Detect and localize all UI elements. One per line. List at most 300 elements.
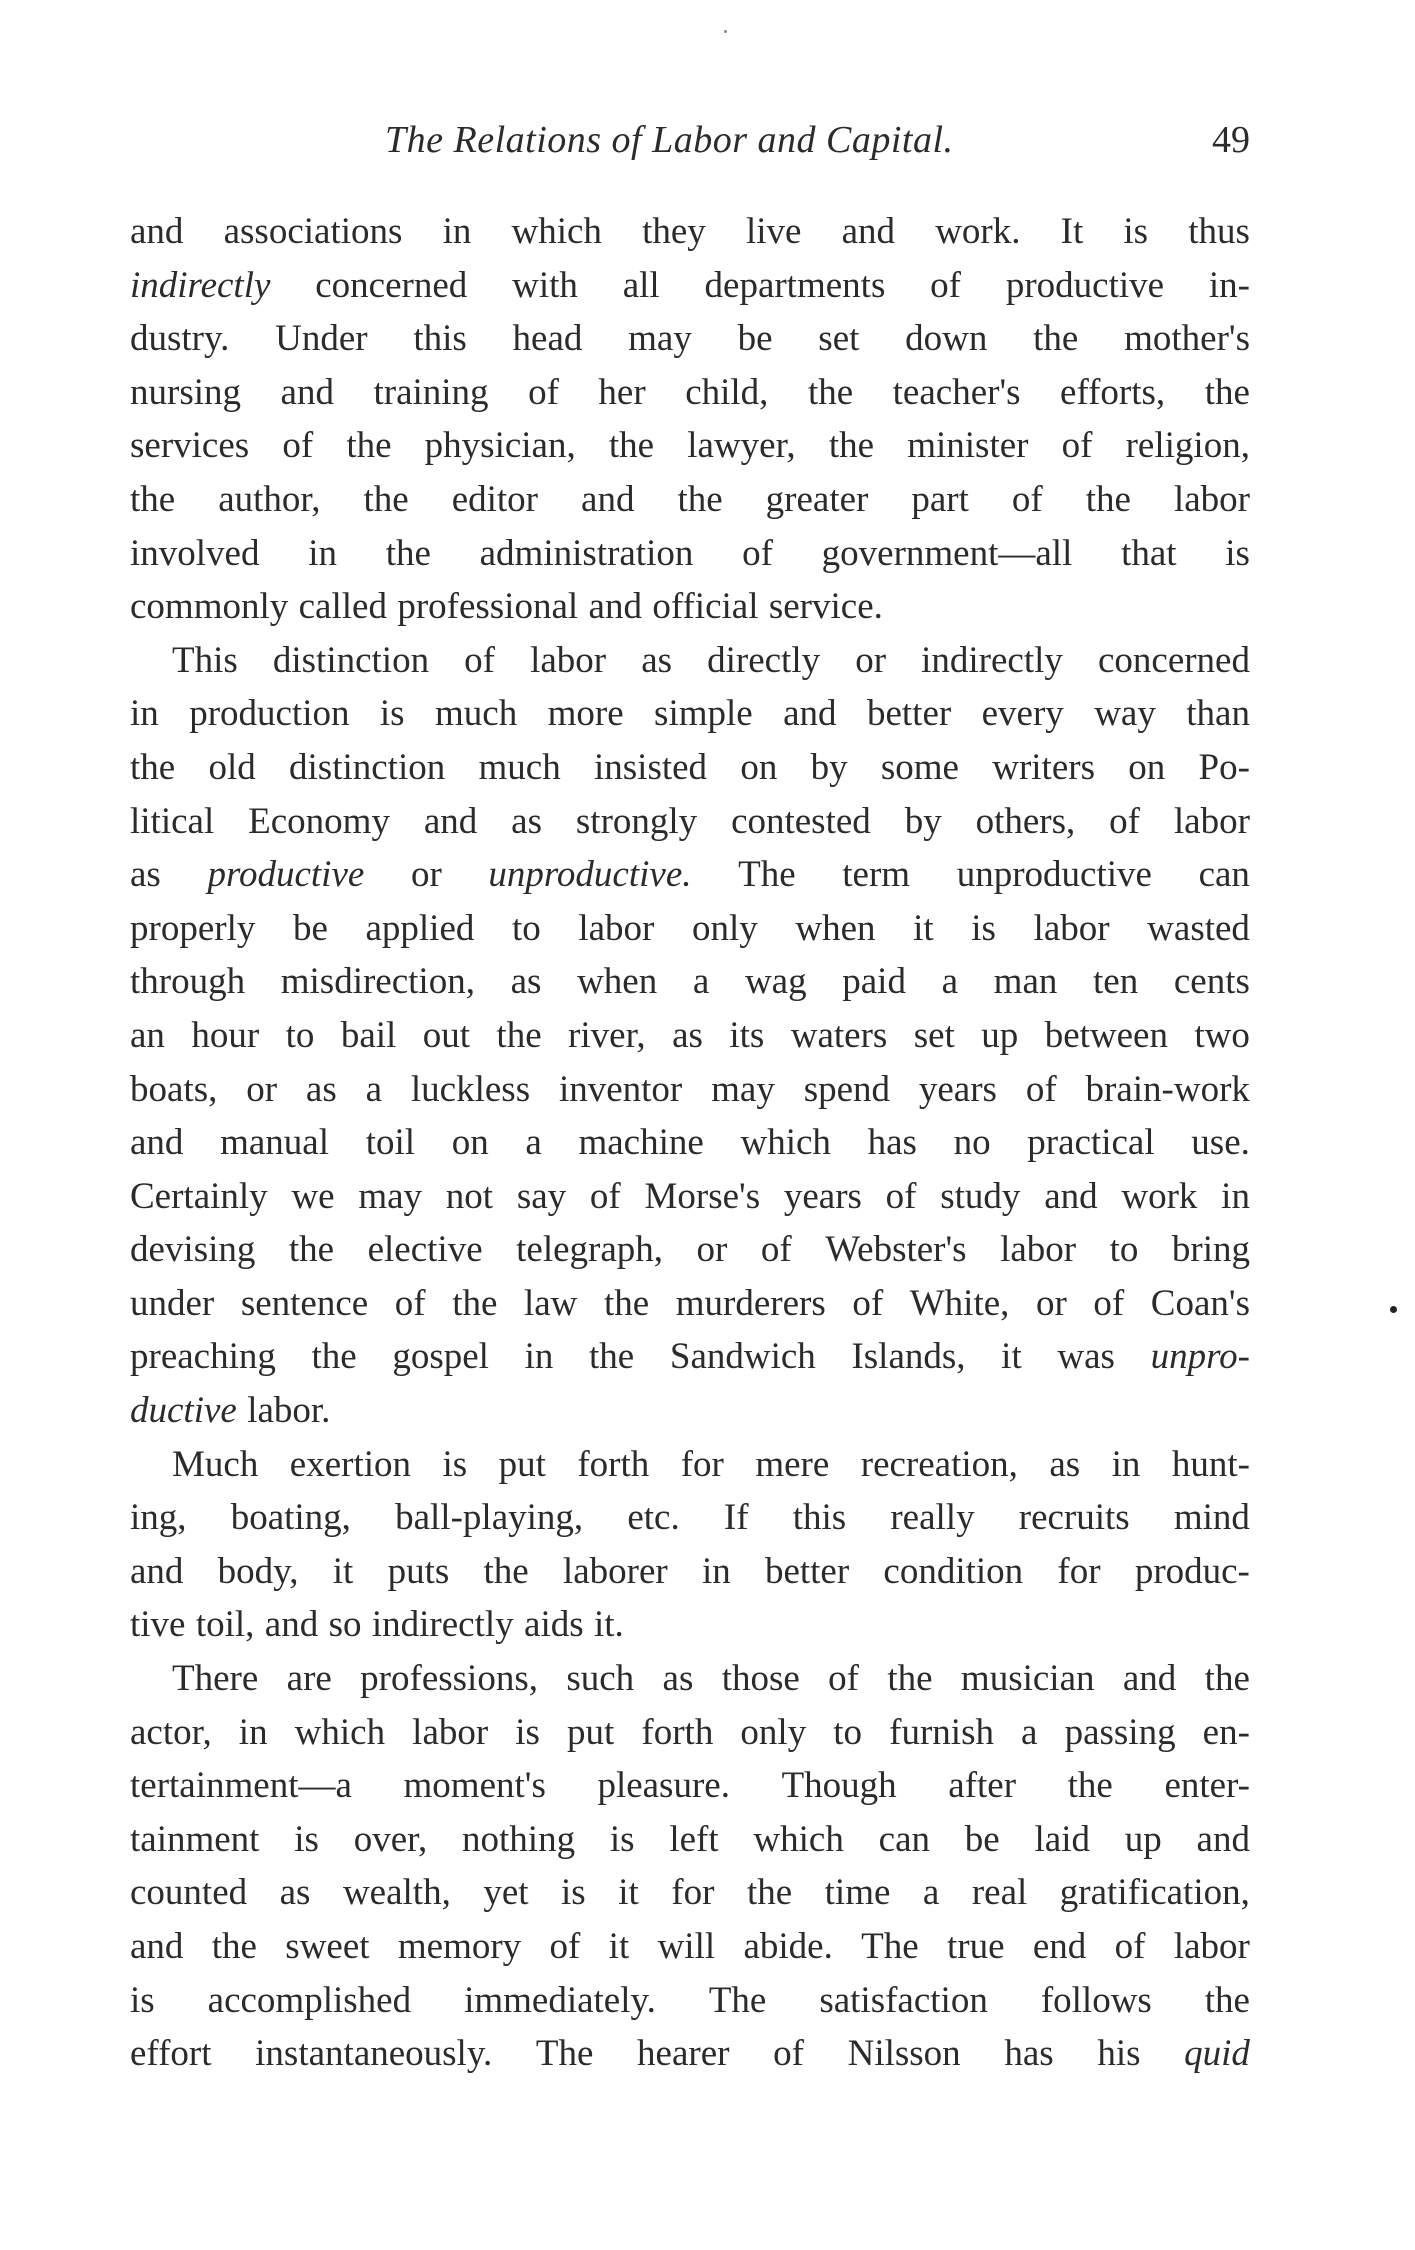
word: law bbox=[523, 1282, 578, 1324]
word: recreation, bbox=[860, 1443, 1018, 1485]
word: the bbox=[677, 478, 723, 520]
word: it bbox=[1001, 1336, 1022, 1378]
word: religion, bbox=[1125, 425, 1250, 467]
text-line bbox=[130, 259, 1250, 313]
word: use. bbox=[1191, 1122, 1250, 1164]
word: the bbox=[746, 1872, 793, 1914]
text-line bbox=[130, 1384, 1250, 1438]
word: cents bbox=[1173, 961, 1250, 1003]
word: ing, bbox=[130, 1497, 187, 1539]
word: the bbox=[1085, 478, 1131, 520]
word: head bbox=[512, 318, 583, 360]
word: Webster's bbox=[825, 1229, 967, 1271]
word: follows bbox=[1040, 1979, 1152, 2021]
word: effort bbox=[130, 2033, 212, 2075]
text-line bbox=[130, 1330, 1250, 1384]
word: can bbox=[1198, 854, 1250, 896]
word: Economy bbox=[248, 800, 390, 842]
word: the bbox=[608, 425, 655, 467]
word: those bbox=[721, 1658, 800, 1700]
word: no bbox=[953, 1122, 991, 1164]
word: was bbox=[1057, 1336, 1115, 1378]
word: commonly bbox=[130, 586, 289, 628]
word: the bbox=[1067, 1765, 1113, 1807]
word: be bbox=[964, 1818, 1000, 1860]
word: the bbox=[363, 478, 409, 520]
word: the bbox=[483, 1550, 529, 1592]
word: or bbox=[1035, 1282, 1067, 1324]
word: all bbox=[622, 264, 660, 306]
word: boating, bbox=[230, 1497, 351, 1539]
word: The bbox=[861, 1926, 919, 1967]
word: as bbox=[130, 854, 161, 896]
word: of bbox=[1061, 425, 1093, 467]
word: wag bbox=[744, 961, 807, 1003]
word: a bbox=[922, 1872, 940, 1914]
word: as bbox=[279, 1872, 311, 1914]
word: ductive bbox=[130, 1390, 237, 1432]
word: of bbox=[885, 1175, 917, 1217]
word: put bbox=[567, 1711, 615, 1753]
word: can bbox=[878, 1818, 930, 1860]
word: on bbox=[1128, 746, 1166, 788]
word: services bbox=[130, 425, 250, 467]
word: between bbox=[1044, 1014, 1168, 1056]
text-line bbox=[130, 1223, 1250, 1277]
word: up bbox=[1124, 1818, 1162, 1860]
text-line bbox=[130, 473, 1250, 527]
word: river, bbox=[568, 1014, 646, 1056]
word: and bbox=[783, 693, 837, 735]
word: practical bbox=[1027, 1122, 1155, 1164]
word: tainment bbox=[130, 1818, 260, 1860]
ink-speck bbox=[1390, 1306, 1397, 1313]
word: this bbox=[792, 1497, 847, 1539]
word: distinction bbox=[272, 639, 430, 681]
word: puts bbox=[387, 1550, 450, 1592]
word: of bbox=[852, 1282, 884, 1324]
word: they bbox=[642, 211, 706, 252]
word: of bbox=[528, 371, 559, 413]
word: productive bbox=[1005, 264, 1165, 306]
word: as bbox=[305, 1068, 337, 1110]
word: and bbox=[130, 1550, 184, 1592]
word: It bbox=[1060, 211, 1084, 252]
word: the bbox=[887, 1658, 933, 1700]
word: condition bbox=[883, 1550, 1024, 1592]
word: of bbox=[549, 1926, 581, 1967]
text-line bbox=[130, 527, 1250, 581]
word: as bbox=[1049, 1443, 1081, 1485]
word: of bbox=[589, 1175, 621, 1217]
word: Nilsson bbox=[847, 2033, 961, 2075]
word: and bbox=[1122, 1658, 1177, 1700]
text-line bbox=[130, 1866, 1250, 1920]
text-line bbox=[130, 580, 1250, 634]
word: service. bbox=[768, 586, 883, 628]
word: the bbox=[346, 425, 392, 467]
word: work. bbox=[935, 211, 1021, 252]
word: may bbox=[358, 1175, 423, 1217]
word: tertainment—a bbox=[130, 1765, 352, 1807]
word: hour bbox=[191, 1014, 260, 1056]
word: by bbox=[904, 800, 942, 842]
word: administration bbox=[479, 532, 694, 574]
word: of bbox=[1093, 1282, 1125, 1324]
word: strongly bbox=[575, 800, 698, 842]
word: produc- bbox=[1134, 1550, 1250, 1592]
word: and bbox=[130, 1122, 184, 1164]
word: be bbox=[292, 907, 328, 949]
word: immediately. bbox=[464, 1979, 656, 2021]
word: the bbox=[288, 1229, 335, 1271]
word: a bbox=[525, 1122, 542, 1164]
word: devising bbox=[130, 1229, 256, 1271]
word: yet bbox=[483, 1872, 529, 1914]
word: which bbox=[753, 1818, 844, 1860]
word: gospel bbox=[392, 1336, 489, 1378]
word: sweet bbox=[285, 1926, 370, 1967]
word: under bbox=[130, 1282, 215, 1324]
word: manual bbox=[220, 1122, 330, 1164]
word: hunt- bbox=[1171, 1443, 1250, 1485]
word: is bbox=[130, 1979, 155, 2021]
word: labor bbox=[1033, 907, 1110, 949]
word: and bbox=[841, 211, 896, 252]
word: wasted bbox=[1147, 907, 1250, 949]
word: a bbox=[365, 1068, 383, 1110]
word: furnish bbox=[889, 1711, 994, 1753]
word: elective bbox=[367, 1229, 483, 1271]
word: properly bbox=[130, 907, 256, 949]
word: are bbox=[286, 1658, 332, 1700]
word: and bbox=[130, 211, 184, 252]
word: better bbox=[866, 693, 952, 735]
word: as bbox=[662, 1658, 694, 1700]
word: live bbox=[745, 211, 802, 252]
word: over, bbox=[353, 1818, 428, 1860]
word: writers bbox=[992, 746, 1095, 788]
word: the bbox=[385, 532, 431, 574]
word: than bbox=[1186, 693, 1250, 735]
word: wealth, bbox=[342, 1872, 451, 1914]
word: or bbox=[855, 639, 887, 681]
word: thus bbox=[1188, 211, 1250, 252]
word: on bbox=[451, 1122, 489, 1164]
word: The bbox=[535, 2033, 594, 2075]
word: more bbox=[547, 693, 624, 735]
word: of bbox=[1025, 1068, 1057, 1110]
word: term bbox=[842, 854, 911, 896]
word: moment's bbox=[403, 1765, 546, 1807]
word: as bbox=[672, 1014, 703, 1056]
word: to bbox=[511, 907, 541, 949]
word: for bbox=[680, 1443, 724, 1485]
word: called bbox=[298, 586, 387, 628]
word: the bbox=[1204, 1658, 1250, 1700]
word: the bbox=[603, 1282, 650, 1324]
word: is bbox=[379, 693, 405, 735]
word: boats, bbox=[130, 1068, 218, 1110]
word: on bbox=[740, 746, 778, 788]
word: of bbox=[742, 532, 773, 574]
word: of bbox=[773, 2033, 804, 2075]
word: when bbox=[577, 961, 658, 1003]
word: indirectly bbox=[130, 264, 271, 306]
word: may bbox=[628, 318, 692, 360]
word: may bbox=[711, 1068, 775, 1110]
word: teacher's bbox=[892, 371, 1021, 413]
word: dustry. bbox=[130, 318, 230, 360]
word: Under bbox=[275, 318, 368, 360]
word: body, bbox=[217, 1550, 299, 1592]
word: an bbox=[130, 1014, 165, 1056]
word: of bbox=[464, 639, 495, 681]
word: the bbox=[211, 1926, 257, 1967]
word: quid bbox=[1184, 2033, 1250, 2075]
word: labor bbox=[1173, 478, 1250, 520]
word: laborer bbox=[562, 1550, 668, 1592]
word: professions, bbox=[360, 1658, 538, 1700]
word: and bbox=[280, 371, 334, 413]
word: departments bbox=[704, 264, 886, 306]
word: the bbox=[311, 1336, 357, 1378]
word: nursing bbox=[130, 371, 241, 413]
word: it. bbox=[593, 1604, 624, 1646]
word: exertion bbox=[289, 1443, 412, 1485]
word: editor bbox=[451, 478, 539, 520]
word: we bbox=[291, 1175, 335, 1217]
word: a bbox=[941, 961, 959, 1003]
word: official bbox=[652, 586, 759, 628]
word: so bbox=[328, 1604, 362, 1646]
word: not bbox=[445, 1175, 494, 1217]
word: efforts, bbox=[1060, 371, 1166, 413]
text-line bbox=[130, 902, 1250, 956]
word: preaching bbox=[130, 1336, 276, 1378]
word: machine bbox=[578, 1122, 704, 1164]
text-line bbox=[130, 312, 1250, 366]
page-number: 49 bbox=[1212, 119, 1250, 161]
text-line bbox=[130, 1009, 1250, 1063]
word: the bbox=[1204, 1979, 1250, 2021]
text-line bbox=[130, 1277, 1250, 1331]
word: is bbox=[971, 907, 996, 949]
word: inventor bbox=[558, 1068, 683, 1110]
word: or bbox=[696, 1229, 728, 1271]
word: actor, bbox=[130, 1711, 212, 1753]
word: in bbox=[308, 532, 337, 574]
word: her bbox=[598, 371, 646, 413]
text-line bbox=[130, 1974, 1250, 2028]
word: is bbox=[609, 1818, 635, 1860]
word: concerned bbox=[1097, 639, 1250, 681]
word: every bbox=[981, 693, 1064, 735]
word: and bbox=[588, 586, 642, 628]
word: of bbox=[282, 425, 314, 467]
running-head bbox=[130, 118, 1250, 168]
word: years bbox=[918, 1068, 997, 1110]
word: better bbox=[764, 1550, 850, 1592]
word: has bbox=[1004, 2033, 1054, 2075]
word: or bbox=[246, 1068, 278, 1110]
word: years bbox=[783, 1175, 862, 1217]
word: part bbox=[911, 478, 969, 520]
word: Po- bbox=[1198, 746, 1250, 788]
word: way bbox=[1094, 693, 1156, 735]
word: after bbox=[948, 1765, 1017, 1807]
word: unproductive. bbox=[488, 854, 692, 896]
word: and bbox=[264, 1604, 319, 1646]
text-line bbox=[130, 1652, 1250, 1706]
word: Islands, bbox=[851, 1336, 966, 1378]
word: to bbox=[833, 1711, 863, 1753]
word: Morse's bbox=[644, 1175, 761, 1217]
word: waters bbox=[790, 1014, 888, 1056]
word: professional bbox=[397, 586, 579, 628]
word: satisfaction bbox=[819, 1979, 988, 2021]
word: out bbox=[422, 1014, 470, 1056]
text-line bbox=[130, 1920, 1250, 1974]
word: it bbox=[913, 907, 934, 949]
word: its bbox=[729, 1014, 765, 1056]
word: instantaneously. bbox=[255, 2033, 493, 2075]
word: only bbox=[691, 907, 758, 949]
word: forth bbox=[577, 1443, 650, 1485]
print-speck bbox=[724, 30, 727, 33]
word: paid bbox=[842, 961, 906, 1003]
word: up bbox=[981, 1014, 1019, 1056]
word: only bbox=[740, 1711, 807, 1753]
word: end bbox=[1032, 1926, 1087, 1967]
word: work bbox=[1121, 1175, 1198, 1217]
word: This bbox=[172, 639, 238, 681]
word: physician, bbox=[424, 425, 576, 467]
word: and bbox=[1196, 1818, 1250, 1860]
word: or bbox=[410, 854, 442, 896]
word: indirectly bbox=[371, 1604, 514, 1646]
word: the bbox=[807, 371, 854, 413]
text-line bbox=[130, 2027, 1250, 2081]
word: the bbox=[452, 1282, 498, 1324]
word: brain-work bbox=[1085, 1068, 1250, 1110]
word: counted bbox=[130, 1872, 248, 1914]
word: as bbox=[511, 800, 542, 842]
word: with bbox=[512, 264, 578, 306]
word: and bbox=[581, 478, 635, 520]
word: the bbox=[130, 746, 176, 788]
word: be bbox=[737, 318, 773, 360]
word: as bbox=[510, 961, 542, 1003]
word: real bbox=[971, 1872, 1028, 1914]
word: and bbox=[1044, 1175, 1098, 1217]
word: that bbox=[1121, 532, 1177, 574]
word: will bbox=[657, 1926, 716, 1967]
word: unpro- bbox=[1150, 1336, 1250, 1378]
word: is bbox=[294, 1818, 319, 1860]
word: government—all bbox=[821, 532, 1073, 574]
text-line bbox=[130, 1116, 1250, 1170]
word: mere bbox=[755, 1443, 830, 1485]
word: ball-playing, bbox=[395, 1497, 584, 1539]
word: it bbox=[332, 1550, 354, 1592]
word: the bbox=[496, 1014, 542, 1056]
body-text bbox=[130, 205, 1250, 2081]
word: in bbox=[442, 211, 472, 252]
word: the bbox=[589, 1336, 635, 1378]
word: recruits bbox=[1018, 1497, 1130, 1539]
word: has bbox=[867, 1122, 917, 1164]
text-line bbox=[130, 419, 1250, 473]
word: others, bbox=[975, 800, 1076, 842]
word: lawyer, bbox=[687, 425, 796, 467]
word: minister bbox=[907, 425, 1029, 467]
text-line bbox=[130, 1759, 1250, 1813]
word: accomplished bbox=[207, 1979, 412, 2021]
word: labor bbox=[1173, 800, 1250, 842]
word: of bbox=[828, 1658, 859, 1700]
word: a bbox=[1021, 1711, 1038, 1753]
word: abide. bbox=[743, 1926, 833, 1967]
word: laid bbox=[1034, 1818, 1090, 1860]
text-line bbox=[130, 1706, 1250, 1760]
word: hearer bbox=[637, 2033, 730, 2075]
text-line bbox=[130, 366, 1250, 420]
word: which bbox=[740, 1122, 831, 1164]
word: enter- bbox=[1164, 1765, 1250, 1807]
word: for bbox=[671, 1872, 715, 1914]
word: pleasure. bbox=[597, 1765, 730, 1807]
word: labor bbox=[412, 1711, 489, 1753]
word: passing bbox=[1064, 1711, 1176, 1753]
text-line bbox=[130, 795, 1250, 849]
word: much bbox=[478, 746, 561, 788]
word: put bbox=[498, 1443, 546, 1485]
word: production bbox=[189, 693, 350, 735]
word: in bbox=[1221, 1175, 1250, 1217]
word: insisted bbox=[593, 746, 708, 788]
word: to bbox=[1109, 1229, 1139, 1271]
word: of bbox=[1109, 800, 1140, 842]
text-line bbox=[130, 741, 1250, 795]
word: and bbox=[423, 800, 478, 842]
word: study bbox=[940, 1175, 1021, 1217]
word: really bbox=[890, 1497, 975, 1539]
text-line bbox=[130, 1598, 1250, 1652]
text-line bbox=[130, 848, 1250, 902]
word: musician bbox=[960, 1658, 1095, 1700]
word: the bbox=[1204, 371, 1250, 413]
word: toil bbox=[365, 1122, 416, 1164]
word: in bbox=[130, 693, 159, 735]
word: If bbox=[723, 1497, 749, 1539]
word: is bbox=[1123, 211, 1149, 252]
word: and bbox=[130, 1926, 184, 1967]
word: There bbox=[172, 1658, 259, 1700]
word: Much bbox=[172, 1443, 259, 1485]
word: training bbox=[373, 371, 489, 413]
word: the bbox=[828, 425, 875, 467]
word: simple bbox=[654, 693, 753, 735]
word: labor bbox=[1173, 1926, 1250, 1967]
word: labor bbox=[530, 639, 607, 681]
word: such bbox=[566, 1658, 635, 1700]
word: in bbox=[238, 1711, 268, 1753]
word: Though bbox=[781, 1765, 897, 1807]
word: Sandwich bbox=[669, 1336, 816, 1378]
word: through bbox=[130, 961, 246, 1003]
word: a bbox=[692, 961, 710, 1003]
